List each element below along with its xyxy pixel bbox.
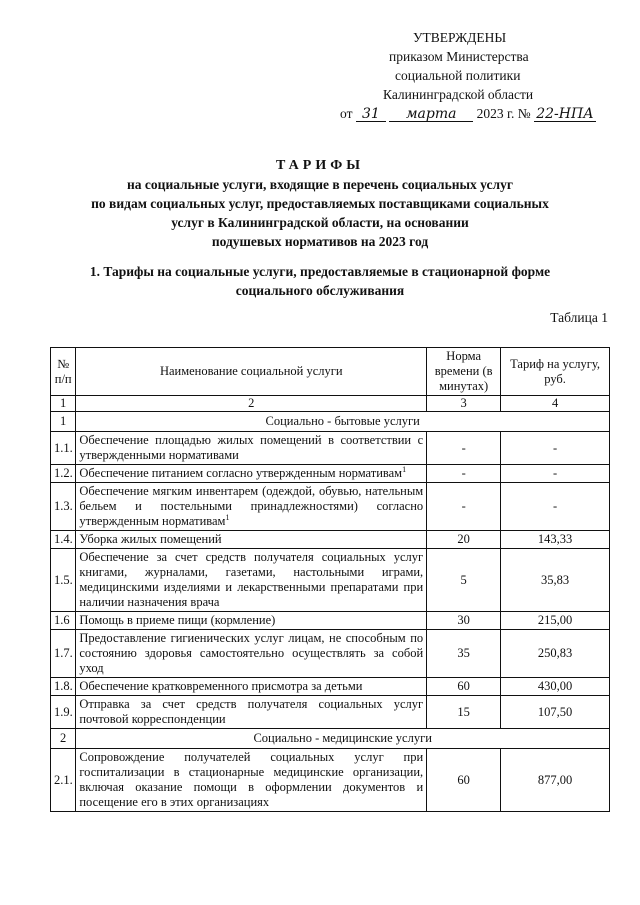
table-row bbox=[51, 483, 610, 531]
title-main: ТАРИФЫ bbox=[276, 158, 364, 173]
time-norm: 20 bbox=[427, 531, 501, 549]
service-name bbox=[76, 483, 427, 531]
group-row-medical bbox=[51, 729, 610, 749]
approval-line-region: Калининградской области bbox=[383, 87, 534, 102]
footnote-marker: 1 bbox=[225, 512, 230, 522]
approval-order-number: 22-НПА bbox=[534, 107, 596, 122]
row-number: 1.4. bbox=[51, 531, 76, 549]
row-number: 1.9. bbox=[51, 696, 76, 729]
table-row bbox=[51, 549, 610, 612]
approval-day: 31 bbox=[356, 107, 386, 122]
table-header-row bbox=[51, 348, 610, 396]
row-number: 1.1. bbox=[51, 432, 76, 465]
household-services-rows bbox=[51, 432, 610, 729]
section-heading bbox=[0, 262, 640, 300]
title-line-3: услуг в Калининградской области, на основании bbox=[171, 215, 469, 230]
service-name bbox=[76, 696, 427, 729]
time-norm: - bbox=[427, 432, 501, 465]
row-number: 1.5. bbox=[51, 549, 76, 612]
service-name-text: Уборка жилых помещений bbox=[79, 532, 222, 546]
table-row bbox=[51, 630, 610, 678]
tariff-value: 215,00 bbox=[501, 612, 610, 630]
tariff-value: 143,33 bbox=[501, 531, 610, 549]
tariff-value: 877,00 bbox=[501, 749, 610, 812]
time-norm: 60 bbox=[427, 749, 501, 812]
tariffs-table bbox=[50, 347, 610, 812]
tariff-value: 107,50 bbox=[501, 696, 610, 729]
medical-services-rows bbox=[51, 749, 610, 812]
tariff-value: - bbox=[501, 465, 610, 483]
header-service-name: Наименование социальной услуги bbox=[76, 348, 427, 396]
approval-line-policy: социальной политики bbox=[395, 68, 521, 83]
time-norm: - bbox=[427, 483, 501, 531]
approval-date-prefix: от bbox=[340, 106, 353, 121]
group-title: Социально - медицинские услуги bbox=[76, 729, 610, 749]
service-name-text: Обеспечение за счет средств получателя социальных услуг книгами, журналами, газетами, настольными играми, медицинскими изделиями и лекарственными препаратами при наличии назначения врача bbox=[79, 550, 424, 609]
service-name bbox=[76, 612, 427, 630]
index-cell: 3 bbox=[427, 396, 501, 412]
approval-line-ministry: приказом Министерства bbox=[389, 49, 529, 64]
title-line-4: подушевых нормативов на 2023 год bbox=[211, 234, 429, 249]
table-caption: Таблица 1 bbox=[550, 310, 608, 325]
service-name-text: Обеспечение мягким инвентарем (одеждой, обувью, нательным бельем и постельными принадлежностями) согласно утвержденным нормативам bbox=[79, 484, 424, 528]
service-name-text: Обеспечение питанием согласно утвержденным нормативам bbox=[79, 466, 403, 480]
index-cell: 1 bbox=[51, 396, 76, 412]
table-row bbox=[51, 432, 610, 465]
row-number: 1.3. bbox=[51, 483, 76, 531]
service-name-text: Сопровождение получателей социальных услуг при госпитализации в стационарные медицинские организации, включая оказание помощи в оформлении документов и посещение его в этих организациях bbox=[79, 750, 424, 809]
title-line-1: на социальные услуги, входящие в перечень социальных услуг bbox=[127, 177, 513, 192]
tariff-value: - bbox=[501, 483, 610, 531]
service-name-text: Предоставление гигиенических услуг лицам, не способным по состоянию здоровья самостоятельно осуществлять за собой уход bbox=[79, 631, 424, 675]
group-row-household bbox=[51, 412, 610, 432]
approval-stamp bbox=[340, 28, 640, 123]
table-row bbox=[51, 696, 610, 729]
time-norm: 60 bbox=[427, 678, 501, 696]
tariff-value: 35,83 bbox=[501, 549, 610, 612]
table-row bbox=[51, 749, 610, 812]
group-number: 1 bbox=[51, 412, 76, 432]
approval-month: марта bbox=[389, 107, 473, 122]
approval-heading: УТВЕРЖДЕНЫ bbox=[413, 30, 507, 45]
service-name bbox=[76, 549, 427, 612]
service-name-text: Помощь в приеме пищи (кормление) bbox=[79, 613, 276, 627]
time-norm: 30 bbox=[427, 612, 501, 630]
section-heading-line-2: социального обслуживания bbox=[235, 283, 405, 298]
service-name bbox=[76, 465, 427, 483]
service-name bbox=[76, 531, 427, 549]
time-norm: - bbox=[427, 465, 501, 483]
row-number: 2.1. bbox=[51, 749, 76, 812]
footnote-marker: 1 bbox=[402, 464, 407, 474]
row-number: 1.7. bbox=[51, 630, 76, 678]
group-number: 2 bbox=[51, 729, 76, 749]
service-name-text: Обеспечение кратковременного присмотра за детьми bbox=[79, 679, 363, 693]
table-row bbox=[51, 612, 610, 630]
service-name bbox=[76, 749, 427, 812]
table-index-row bbox=[51, 396, 610, 412]
row-number: 1.2. bbox=[51, 465, 76, 483]
row-number: 1.6 bbox=[51, 612, 76, 630]
time-norm: 5 bbox=[427, 549, 501, 612]
group-title: Социально - бытовые услуги bbox=[76, 412, 610, 432]
header-tariff: Тариф на услугу, руб. bbox=[501, 348, 610, 396]
approval-year: 2023 г. № bbox=[476, 106, 531, 121]
title-line-2: по видам социальных услуг, предоставляемых поставщиками социальных bbox=[91, 196, 549, 211]
index-cell: 2 bbox=[76, 396, 427, 412]
section-heading-line-1: 1. Тарифы на социальные услуги, предоставляемые в стационарной форме bbox=[89, 264, 551, 279]
table-row bbox=[51, 678, 610, 696]
index-cell: 4 bbox=[501, 396, 610, 412]
tariff-value: 250,83 bbox=[501, 630, 610, 678]
row-number: 1.8. bbox=[51, 678, 76, 696]
service-name bbox=[76, 432, 427, 465]
tariff-value: 430,00 bbox=[501, 678, 610, 696]
document-title bbox=[0, 156, 640, 251]
table-row bbox=[51, 465, 610, 483]
service-name bbox=[76, 630, 427, 678]
tariff-value: - bbox=[501, 432, 610, 465]
approval-date-line bbox=[340, 104, 640, 123]
service-name-text: Отправка за счет средств получателя социальных услуг почтовой корреспонденции bbox=[79, 697, 424, 726]
time-norm: 15 bbox=[427, 696, 501, 729]
header-time-norm: Норма времени (в минутах) bbox=[427, 348, 501, 396]
service-name bbox=[76, 678, 427, 696]
service-name-text: Обеспечение площадью жилых помещений в соответствии с утвержденными нормативами bbox=[79, 433, 424, 462]
header-number: № п/п bbox=[51, 348, 76, 396]
time-norm: 35 bbox=[427, 630, 501, 678]
table-row bbox=[51, 531, 610, 549]
